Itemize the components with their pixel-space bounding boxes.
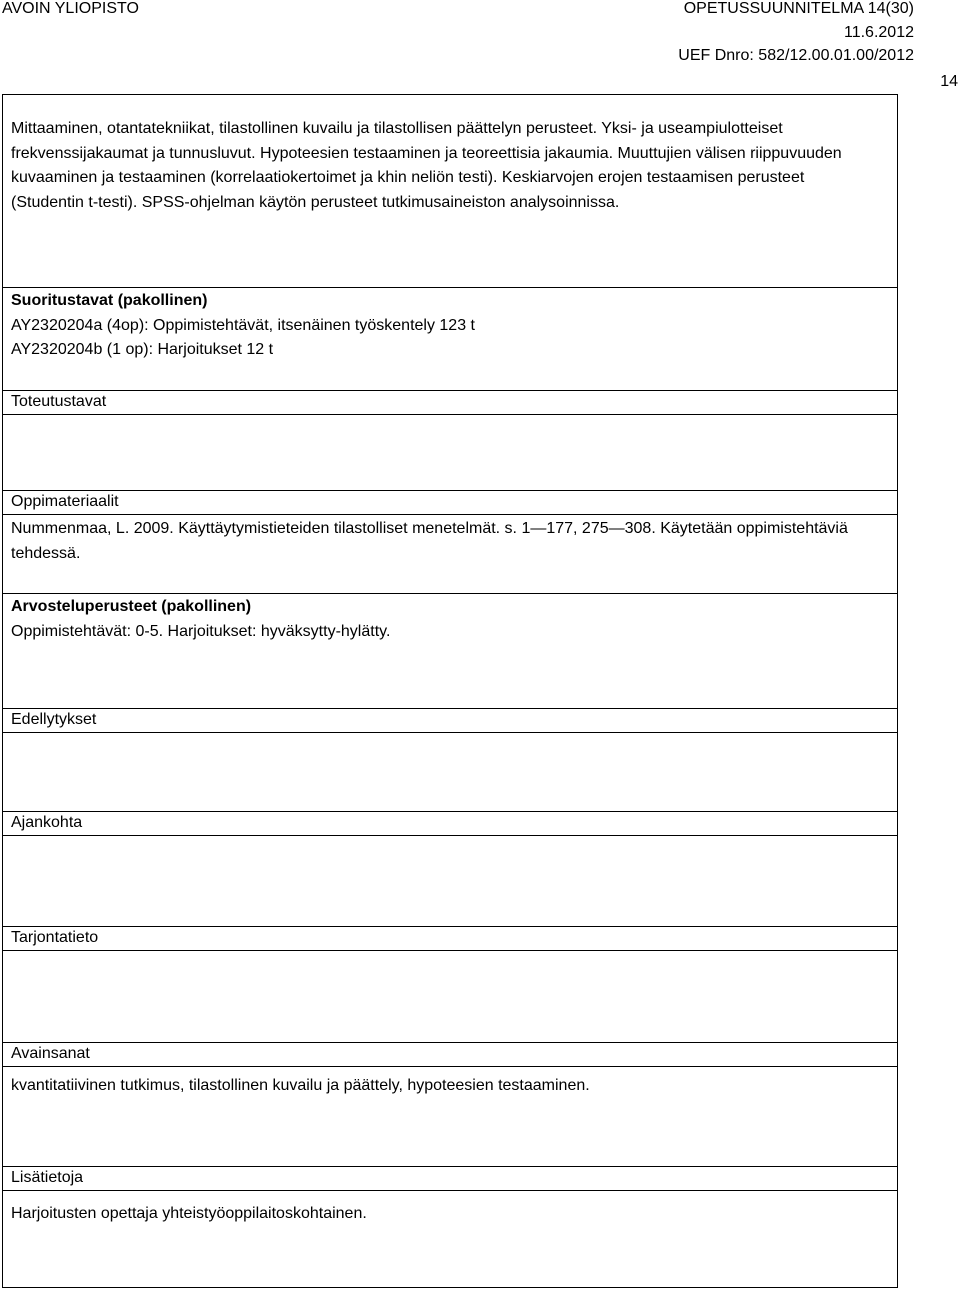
header-doc-title: OPETUSSUUNNITELMA 14(30) (683, 0, 914, 17)
oppimateriaalit-section (3, 491, 897, 594)
ajankohta-section (3, 812, 897, 927)
ajankohta-heading: Ajankohta (3, 812, 897, 836)
lisatietoja-text: Harjoitusten opettaja yhteistyöoppilaitoskohtainen. (11, 1205, 367, 1222)
lisatietoja-heading: Lisätietoja (3, 1167, 897, 1191)
curriculum-form (2, 94, 898, 1288)
content-section (3, 95, 897, 288)
arvosteluperusteet-text: Oppimistehtävät: 0-5. Harjoitukset: hyväksytty-hylätty. (11, 623, 391, 640)
page-number: 14 (940, 73, 958, 90)
suoritustavat-heading: Suoritustavat (pakollinen) (11, 292, 208, 309)
arvosteluperusteet-heading: Arvosteluperusteet (pakollinen) (11, 598, 252, 615)
edellytykset-heading: Edellytykset (3, 709, 897, 733)
suoritustavat-line1: AY2320204a (4op): Oppimistehtävät, itsenäinen työskentely 123 t (11, 317, 475, 334)
avainsanat-text: kvantitatiivinen tutkimus, tilastollinen kuvailu ja päättely, hypoteesien testaaminen. (11, 1077, 590, 1094)
toteutustavat-section (3, 391, 897, 491)
header-date: 11.6.2012 (844, 24, 914, 41)
avainsanat-section (3, 1043, 897, 1167)
suoritustavat-section (3, 288, 897, 391)
header-dnro: UEF Dnro: 582/12.00.01.00/2012 (678, 47, 914, 64)
oppimateriaalit-text: Nummenmaa, L. 2009. Käyttäytymistieteiden tilastolliset menetelmät. s. 1—177, 275—308. Käytetään oppimistehtäviä tehdessä. (11, 520, 848, 562)
toteutustavat-heading: Toteutustavat (3, 391, 897, 415)
oppimateriaalit-heading: Oppimateriaalit (3, 491, 897, 515)
tarjontatieto-heading: Tarjontatieto (3, 927, 897, 951)
arvosteluperusteet-section (3, 594, 897, 709)
lisatietoja-section (3, 1167, 897, 1287)
tarjontatieto-section (3, 927, 897, 1043)
edellytykset-section (3, 709, 897, 812)
suoritustavat-line2: AY2320204b (1 op): Harjoitukset 12 t (11, 341, 274, 358)
header-org: AVOIN YLIOPISTO (2, 0, 139, 17)
content-text: Mittaaminen, otantatekniikat, tilastollinen kuvailu ja tilastollisen päättelyn perusteet. Yksi- ja useampiulotteiset frekvenssijakaumat ja tunnusluvut. Hypoteesien testaaminen ja teoreettisia jakaumia. Muuttujien välisen riippuvuuden kuvaaminen ja testaaminen (korrelaatiokertoimet ja khin neliön testi). Keskiarvojen erojen testaamisen perusteet (Studentin t-testi). SPSS-ohjelman käytön perusteet tutkimusaineiston analysoinnissa. (11, 120, 842, 211)
avainsanat-heading: Avainsanat (3, 1043, 897, 1067)
